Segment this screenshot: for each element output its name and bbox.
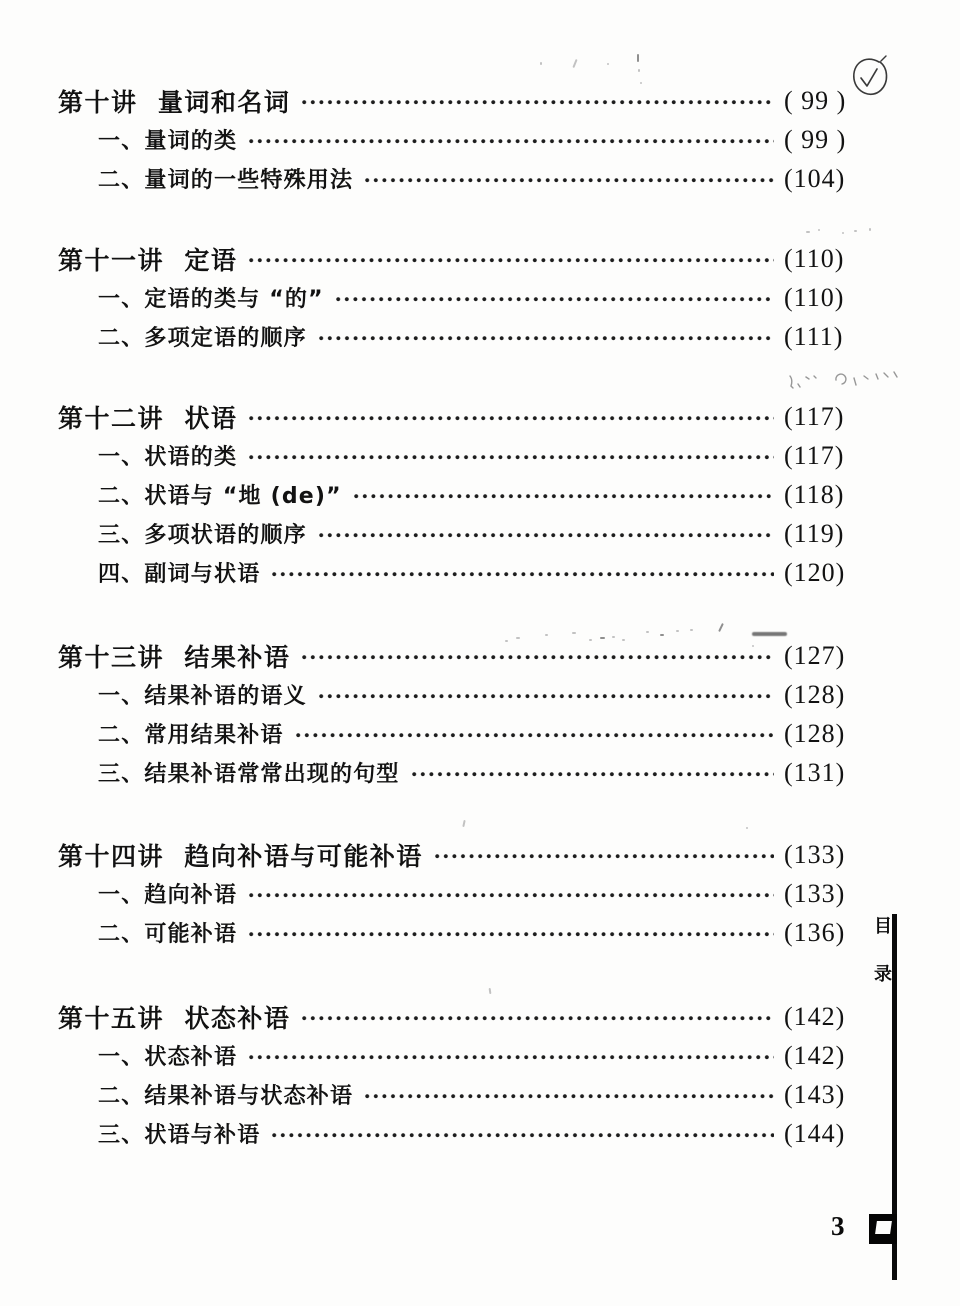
page-ref: (128): [784, 679, 846, 709]
toc-item-label: 一、状语的类: [98, 445, 238, 470]
page-ref: ( 99 ): [784, 85, 847, 115]
page-ref: (136): [784, 917, 846, 947]
dotted-leader: [336, 297, 774, 302]
toc-item-row: [58, 120, 858, 159]
dotted-leader: [272, 572, 774, 577]
toc-section: [58, 397, 858, 592]
toc-section: [58, 81, 858, 198]
toc-item-row: [58, 1075, 858, 1114]
page-ref: (131): [784, 757, 846, 787]
toc-chapter-label: 第十三讲 结果补语: [58, 642, 291, 672]
dotted-leader: [365, 1094, 774, 1099]
toc-chapter-label: 第十四讲 趋向补语与可能补语: [58, 841, 423, 871]
page-ref: (120): [784, 557, 846, 587]
toc-item-row: [58, 317, 858, 356]
toc-chapter-label: 第十讲 量词和名词: [58, 87, 291, 117]
toc-item-label: 三、状语与补语: [98, 1123, 261, 1148]
page-ref: (142): [784, 1001, 846, 1031]
dotted-leader: [249, 932, 774, 937]
dotted-leader: [354, 494, 774, 499]
dotted-leader: [272, 1133, 774, 1138]
handwritten-check-circle-icon: [845, 52, 889, 100]
dotted-leader: [319, 336, 774, 341]
dotted-leader: [319, 694, 774, 699]
page-ref: ( 99 ): [784, 124, 847, 154]
page-ref: (127): [784, 640, 846, 670]
dotted-leader: [302, 1016, 774, 1021]
toc-chapter-label: 第十五讲 状态补语: [58, 1003, 291, 1033]
page-ref: (117): [784, 401, 845, 431]
toc-chapter-row: [58, 81, 858, 120]
folio-page-number: 3: [831, 1211, 845, 1241]
toc-item-label: 二、量词的一些特殊用法: [98, 168, 354, 193]
toc-item-row: [58, 874, 858, 913]
toc-item-label: 四、副词与状语: [98, 562, 261, 587]
page-ref: (128): [784, 718, 846, 748]
page-ref: (110): [784, 282, 845, 312]
page-ref: (119): [784, 518, 845, 548]
toc-item-label: 一、状态补语: [98, 1045, 238, 1070]
margin-label-char: 目: [874, 916, 892, 937]
dotted-leader: [435, 854, 774, 859]
corner-print-mark: [869, 1214, 897, 1244]
page-ref: (144): [784, 1118, 846, 1148]
margin-label-char: 录: [874, 964, 892, 985]
toc-section: [58, 835, 858, 952]
toc-chapter-row: [58, 835, 858, 874]
pencil-scribble: [784, 368, 908, 394]
toc-chapter-row: [58, 636, 858, 675]
dotted-leader: [249, 1055, 774, 1060]
dotted-leader: [319, 533, 774, 538]
toc-section: [58, 636, 858, 792]
dotted-leader: [249, 455, 774, 460]
toc-chapter-row: [58, 239, 858, 278]
toc-item-row: [58, 278, 858, 317]
toc-item-row: [58, 1036, 858, 1075]
corner-print-mark-notch: [875, 1221, 892, 1234]
dotted-leader: [365, 178, 774, 183]
toc-chapter-row: [58, 997, 858, 1036]
toc-item-row: [58, 553, 858, 592]
toc-item-label: 二、常用结果补语: [98, 723, 284, 748]
dotted-leader: [412, 772, 774, 777]
toc-item-label: 二、多项定语的顺序: [98, 326, 307, 351]
toc-item-row: [58, 714, 858, 753]
toc-item-label: 一、量词的类: [98, 129, 238, 154]
toc-item-label: 一、趋向补语: [98, 883, 238, 908]
toc-section: [58, 997, 858, 1153]
dotted-leader: [249, 258, 774, 263]
toc-chapter-label: 第十二讲 状语: [58, 403, 238, 433]
toc-item-label: 二、状语与 “地 (de)”: [98, 484, 342, 509]
page-ref: (117): [784, 440, 845, 470]
dotted-leader: [249, 416, 774, 421]
page-ref: (111): [784, 321, 844, 351]
toc-item-row: [58, 1114, 858, 1153]
toc-item-label: 一、结果补语的语义: [98, 684, 307, 709]
toc-item-row: [58, 514, 858, 553]
toc-item-row: [58, 675, 858, 714]
toc-item-label: 二、结果补语与状态补语: [98, 1084, 354, 1109]
toc-chapter-label: 第十一讲 定语: [58, 245, 238, 275]
page-ref: (142): [784, 1040, 846, 1070]
dotted-leader: [302, 655, 774, 660]
toc-item-label: 二、可能补语: [98, 922, 238, 947]
toc-item-row: [58, 475, 858, 514]
toc-section: [58, 239, 858, 356]
toc-item-row: [58, 159, 858, 198]
dotted-leader: [249, 893, 774, 898]
page-ref: (104): [784, 163, 846, 193]
toc-item-label: 三、多项状语的顺序: [98, 523, 307, 548]
dotted-leader: [249, 139, 774, 144]
dotted-leader: [302, 100, 774, 105]
toc-item-label: 三、结果补语常常出现的句型: [98, 762, 400, 787]
page-ref: (118): [784, 479, 845, 509]
toc-item-row: [58, 913, 858, 952]
page-ref: (133): [784, 878, 846, 908]
toc-item-label: 一、定语的类与 “的”: [98, 287, 324, 312]
toc-item-row: [58, 753, 858, 792]
page-ref: (110): [784, 243, 845, 273]
toc-item-row: [58, 436, 858, 475]
page-ref: (133): [784, 839, 846, 869]
page-ref: (143): [784, 1079, 846, 1109]
dotted-leader: [296, 733, 774, 738]
toc-chapter-row: [58, 397, 858, 436]
